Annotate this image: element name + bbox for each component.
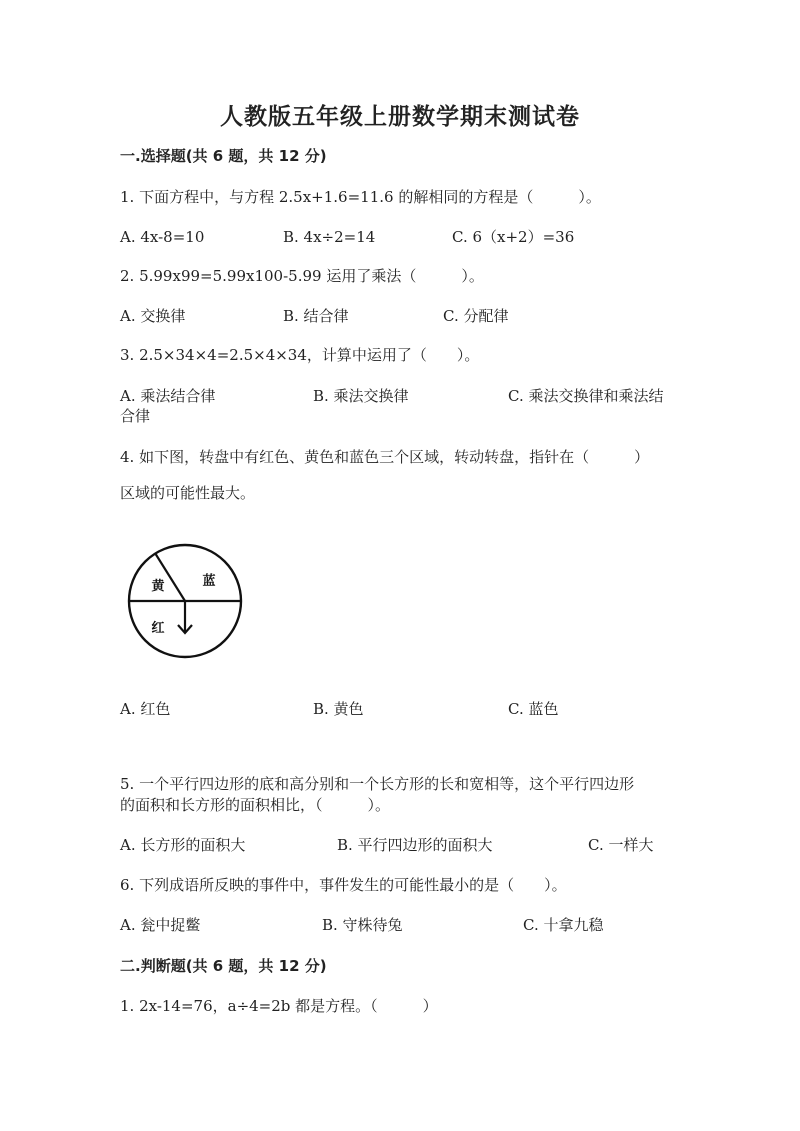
question-4-option-b: B. 黄色 bbox=[313, 700, 364, 718]
question-3-option-c: C. 乘法交换律和乘法结 bbox=[508, 387, 664, 405]
question-5-stem-line2: 的面积和长方形的面积相比，（ ）。 bbox=[120, 796, 391, 814]
judgment-1-stem: 1. 2x-14=76，a÷4=2b 都是方程。（ ） bbox=[120, 997, 438, 1015]
page-title: 人教版五年级上册数学期末测试卷 bbox=[220, 104, 580, 130]
question-1-option-b: B. 4x÷2=14 bbox=[283, 228, 376, 246]
question-6-option-b: B. 守株待兔 bbox=[322, 916, 403, 934]
question-4-option-a: A. 红色 bbox=[120, 700, 171, 718]
question-5-option-b: B. 平行四边形的面积大 bbox=[337, 836, 493, 854]
question-2-stem: 2. 5.99x99=5.99x100-5.99 运用了乘法（ ）。 bbox=[120, 267, 484, 285]
question-6-stem: 6. 下列成语所反映的事件中，事件发生的可能性最小的是（ ）。 bbox=[120, 876, 567, 894]
question-1-option-a: A. 4x-8=10 bbox=[120, 228, 205, 246]
spinner-label-red: 红 bbox=[151, 621, 165, 636]
question-5-option-c: C. 一样大 bbox=[588, 836, 654, 854]
section-choice-heading: 一.选择题(共 6 题，共 12 分) bbox=[120, 147, 327, 165]
question-1-option-c: C. 6（x+2）=36 bbox=[452, 228, 575, 246]
question-5-option-a: A. 长方形的面积大 bbox=[120, 836, 246, 854]
question-5-stem-line1: 5. 一个平行四边形的底和高分别和一个长方形的长和宽相等，这个平行四边形 bbox=[120, 775, 635, 793]
question-3-option-a: A. 乘法结合律 bbox=[120, 387, 216, 405]
spinner-diagram bbox=[126, 542, 244, 660]
question-2-option-c: C. 分配律 bbox=[443, 307, 509, 325]
question-3-option-c-continued: 合律 bbox=[120, 407, 151, 425]
section-judgment-heading: 二.判断题(共 6 题，共 12 分) bbox=[120, 957, 327, 975]
question-4-stem-line2: 区域的可能性最大。 bbox=[120, 484, 256, 502]
question-6-option-a: A. 瓮中捉鳖 bbox=[120, 916, 201, 934]
question-3-option-b: B. 乘法交换律 bbox=[313, 387, 409, 405]
question-2-option-b: B. 结合律 bbox=[283, 307, 349, 325]
question-1-stem: 1. 下面方程中，与方程 2.5x+1.6=11.6 的解相同的方程是（ ）。 bbox=[120, 188, 601, 206]
question-4-stem-line1: 4. 如下图，转盘中有红色、黄色和蓝色三个区域，转动转盘，指针在（ ） bbox=[120, 448, 650, 466]
question-3-stem: 3. 2.5×34×4=2.5×4×34，计算中运用了（ ）。 bbox=[120, 346, 480, 364]
spinner-label-yellow: 黄 bbox=[151, 579, 165, 594]
question-2-option-a: A. 交换律 bbox=[120, 307, 186, 325]
spinner-label-blue: 蓝 bbox=[202, 574, 216, 589]
question-6-option-c: C. 十拿九稳 bbox=[523, 916, 604, 934]
question-4-option-c: C. 蓝色 bbox=[508, 700, 559, 718]
